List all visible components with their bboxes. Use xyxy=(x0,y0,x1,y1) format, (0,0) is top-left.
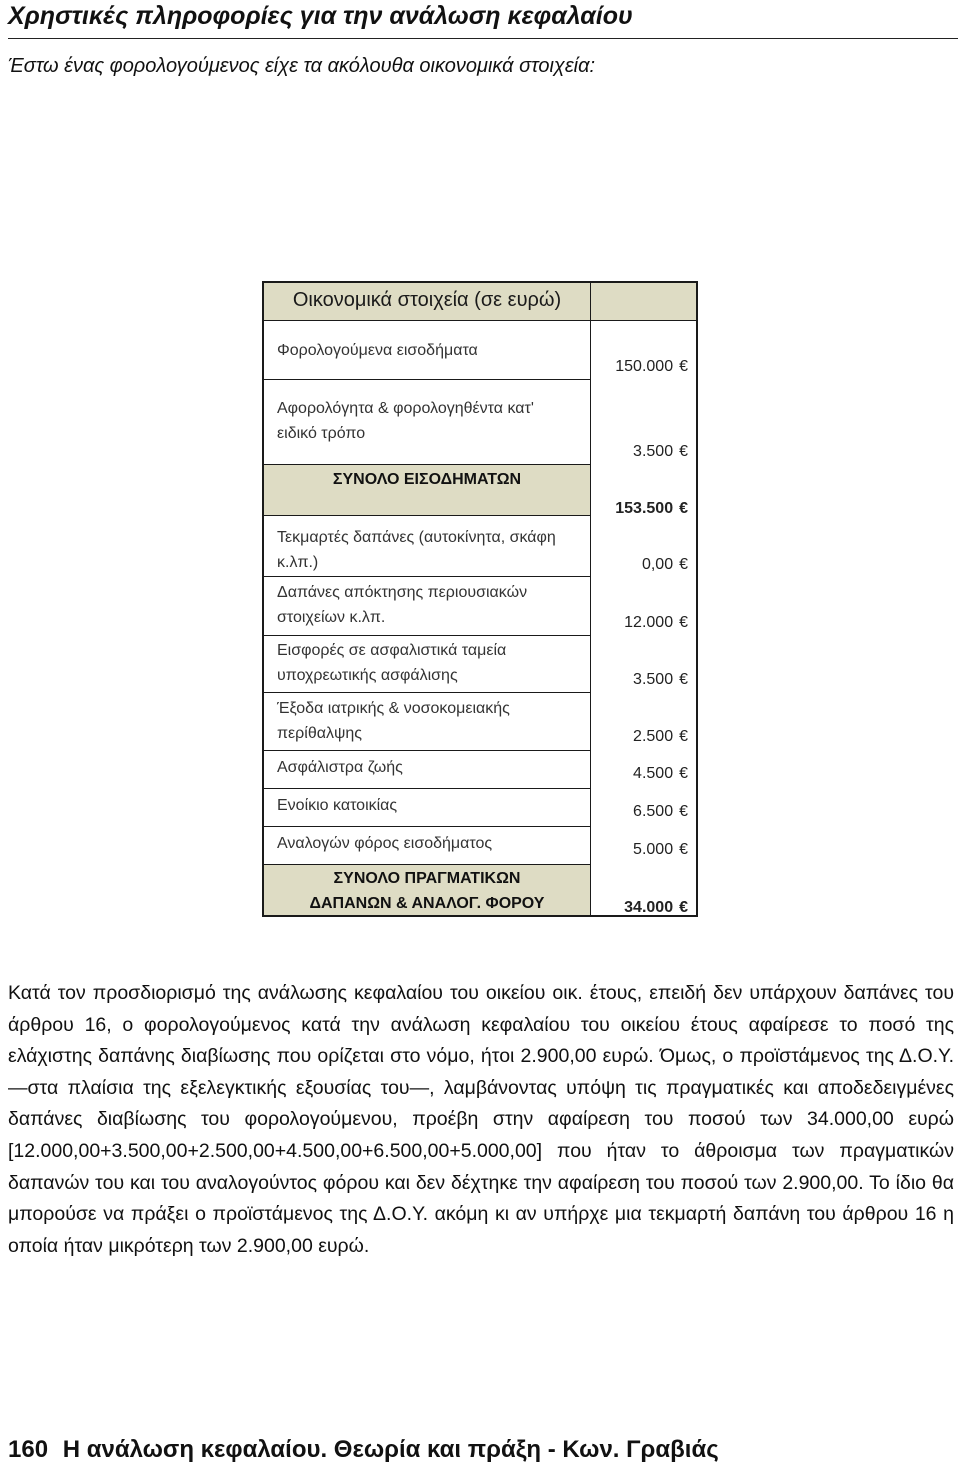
page-title: Χρηστικές πληροφορίες για την ανάλωση κεφαλαίου xyxy=(8,2,633,30)
page-number: 160 xyxy=(8,1436,49,1463)
book-title: Η ανάλωση κεφαλαίου. Θεωρία και πράξη - Κων. Γραβιάς xyxy=(62,1436,719,1463)
table-header xyxy=(264,283,696,321)
row-value: 150.000 € xyxy=(615,358,688,375)
row-label: Ασφάλιστρα ζωής xyxy=(277,759,403,776)
row-label: Ενοίκιο κατοικίας xyxy=(277,797,398,814)
row-label: Φορολογούμενα εισοδήματα xyxy=(277,342,478,359)
heading-divider xyxy=(8,38,958,39)
row-value: 3.500 € xyxy=(633,443,688,460)
intro-text: Έστω ένας φορολογούμενος είχε τα ακόλουθα οικονομικά στοιχεία: xyxy=(8,55,596,77)
row-label: Δαπάνες απόκτησης περιουσιακών στοιχείων κ.λπ. xyxy=(277,584,528,626)
row-value: 5.000 € xyxy=(633,841,688,858)
total-income-label: ΣΥΝΟΛΟ ΕΙΣΟΔΗΜΑΤΩΝ xyxy=(332,471,522,488)
page-footer xyxy=(8,1436,719,1464)
financial-data-table xyxy=(262,281,698,917)
row-value: 12.000 € xyxy=(624,614,688,631)
total-income-value: 153.500 € xyxy=(615,500,688,517)
row-label: Αφορολόγητα & φορολογηθέντα κατ' ειδικό τρόπο xyxy=(277,400,534,442)
row-label: Έξοδα ιατρικής & νοσοκομειακής περίθαλψης xyxy=(277,700,510,742)
explanation-paragraph: Κατά τον προσδιορισμό της ανάλωσης κεφαλαίου του οικείου οικ. έτους, επειδή δεν υπάρχουν δαπάνες του άρθρου 16, ο φορολογούμενος κατά την ανάλωση κεφαλαίου του οικείου έτους αφαίρεσε το ποσό της ελάχιστης δαπάνης διαβίωσης που ορίζεται στο νόμο, ήτοι 2.900,00 ευρώ. Όμως, ο προϊστάμενος της Δ.Ο.Υ. —στα πλαίσια της εξελεγκτικής εξουσίας του—, λαμβάνοντας υπόψη τις πραγματικές και αποδεδειγμένες δαπάνες διαβίωσης του φορολογούμενου, προέβη στην αφαίρεση του ποσού των 34.000,00 ευρώ [12.000,00+3.500,00+2.500,00+4.500,00+6.500,00+5.000,00] που ήταν το άθροισμα των πραγματικών δαπανών του και του αναλογούντος φόρου και δεν δέχτηκε την αφαίρεση του ποσού των 2.900,00. Το ίδιο θα μπορούσε να πράξει ο προϊστάμενος της Δ.Ο.Υ. ακόμη κι αν υπήρχε μια τεκμαρτή δαπάνη του άρθρου 16 η οποία ήταν μικρότερη των 2.900,00 ευρώ. xyxy=(8,982,954,1257)
row-value: 3.500 € xyxy=(633,671,688,688)
row-value: 2.500 € xyxy=(633,728,688,745)
table-title: Οικονομικά στοιχεία (σε ευρώ) xyxy=(292,289,562,311)
row-value: 6.500 € xyxy=(633,803,688,820)
row-label: Αναλογών φόρος εισοδήματος xyxy=(277,835,493,852)
row-value: 4.500 € xyxy=(633,765,688,782)
total-expenses-label: ΣΥΝΟΛΟ ΠΡΑΓΜΑΤΙΚΩΝ ΔΑΠΑΝΩΝ & ΑΝΑΛΟΓ. ΦΟΡΟΥ xyxy=(309,870,545,912)
row-label: Εισφορές σε ασφαλιστικά ταμεία υποχρεωτικής ασφάλισης xyxy=(277,642,507,684)
row-value: 0,00 € xyxy=(641,556,688,573)
total-expenses-value: 34.000 € xyxy=(624,899,688,916)
row-label: Τεκμαρτές δαπάνες (αυτοκίνητα, σκάφη κ.λπ.) xyxy=(277,529,556,571)
